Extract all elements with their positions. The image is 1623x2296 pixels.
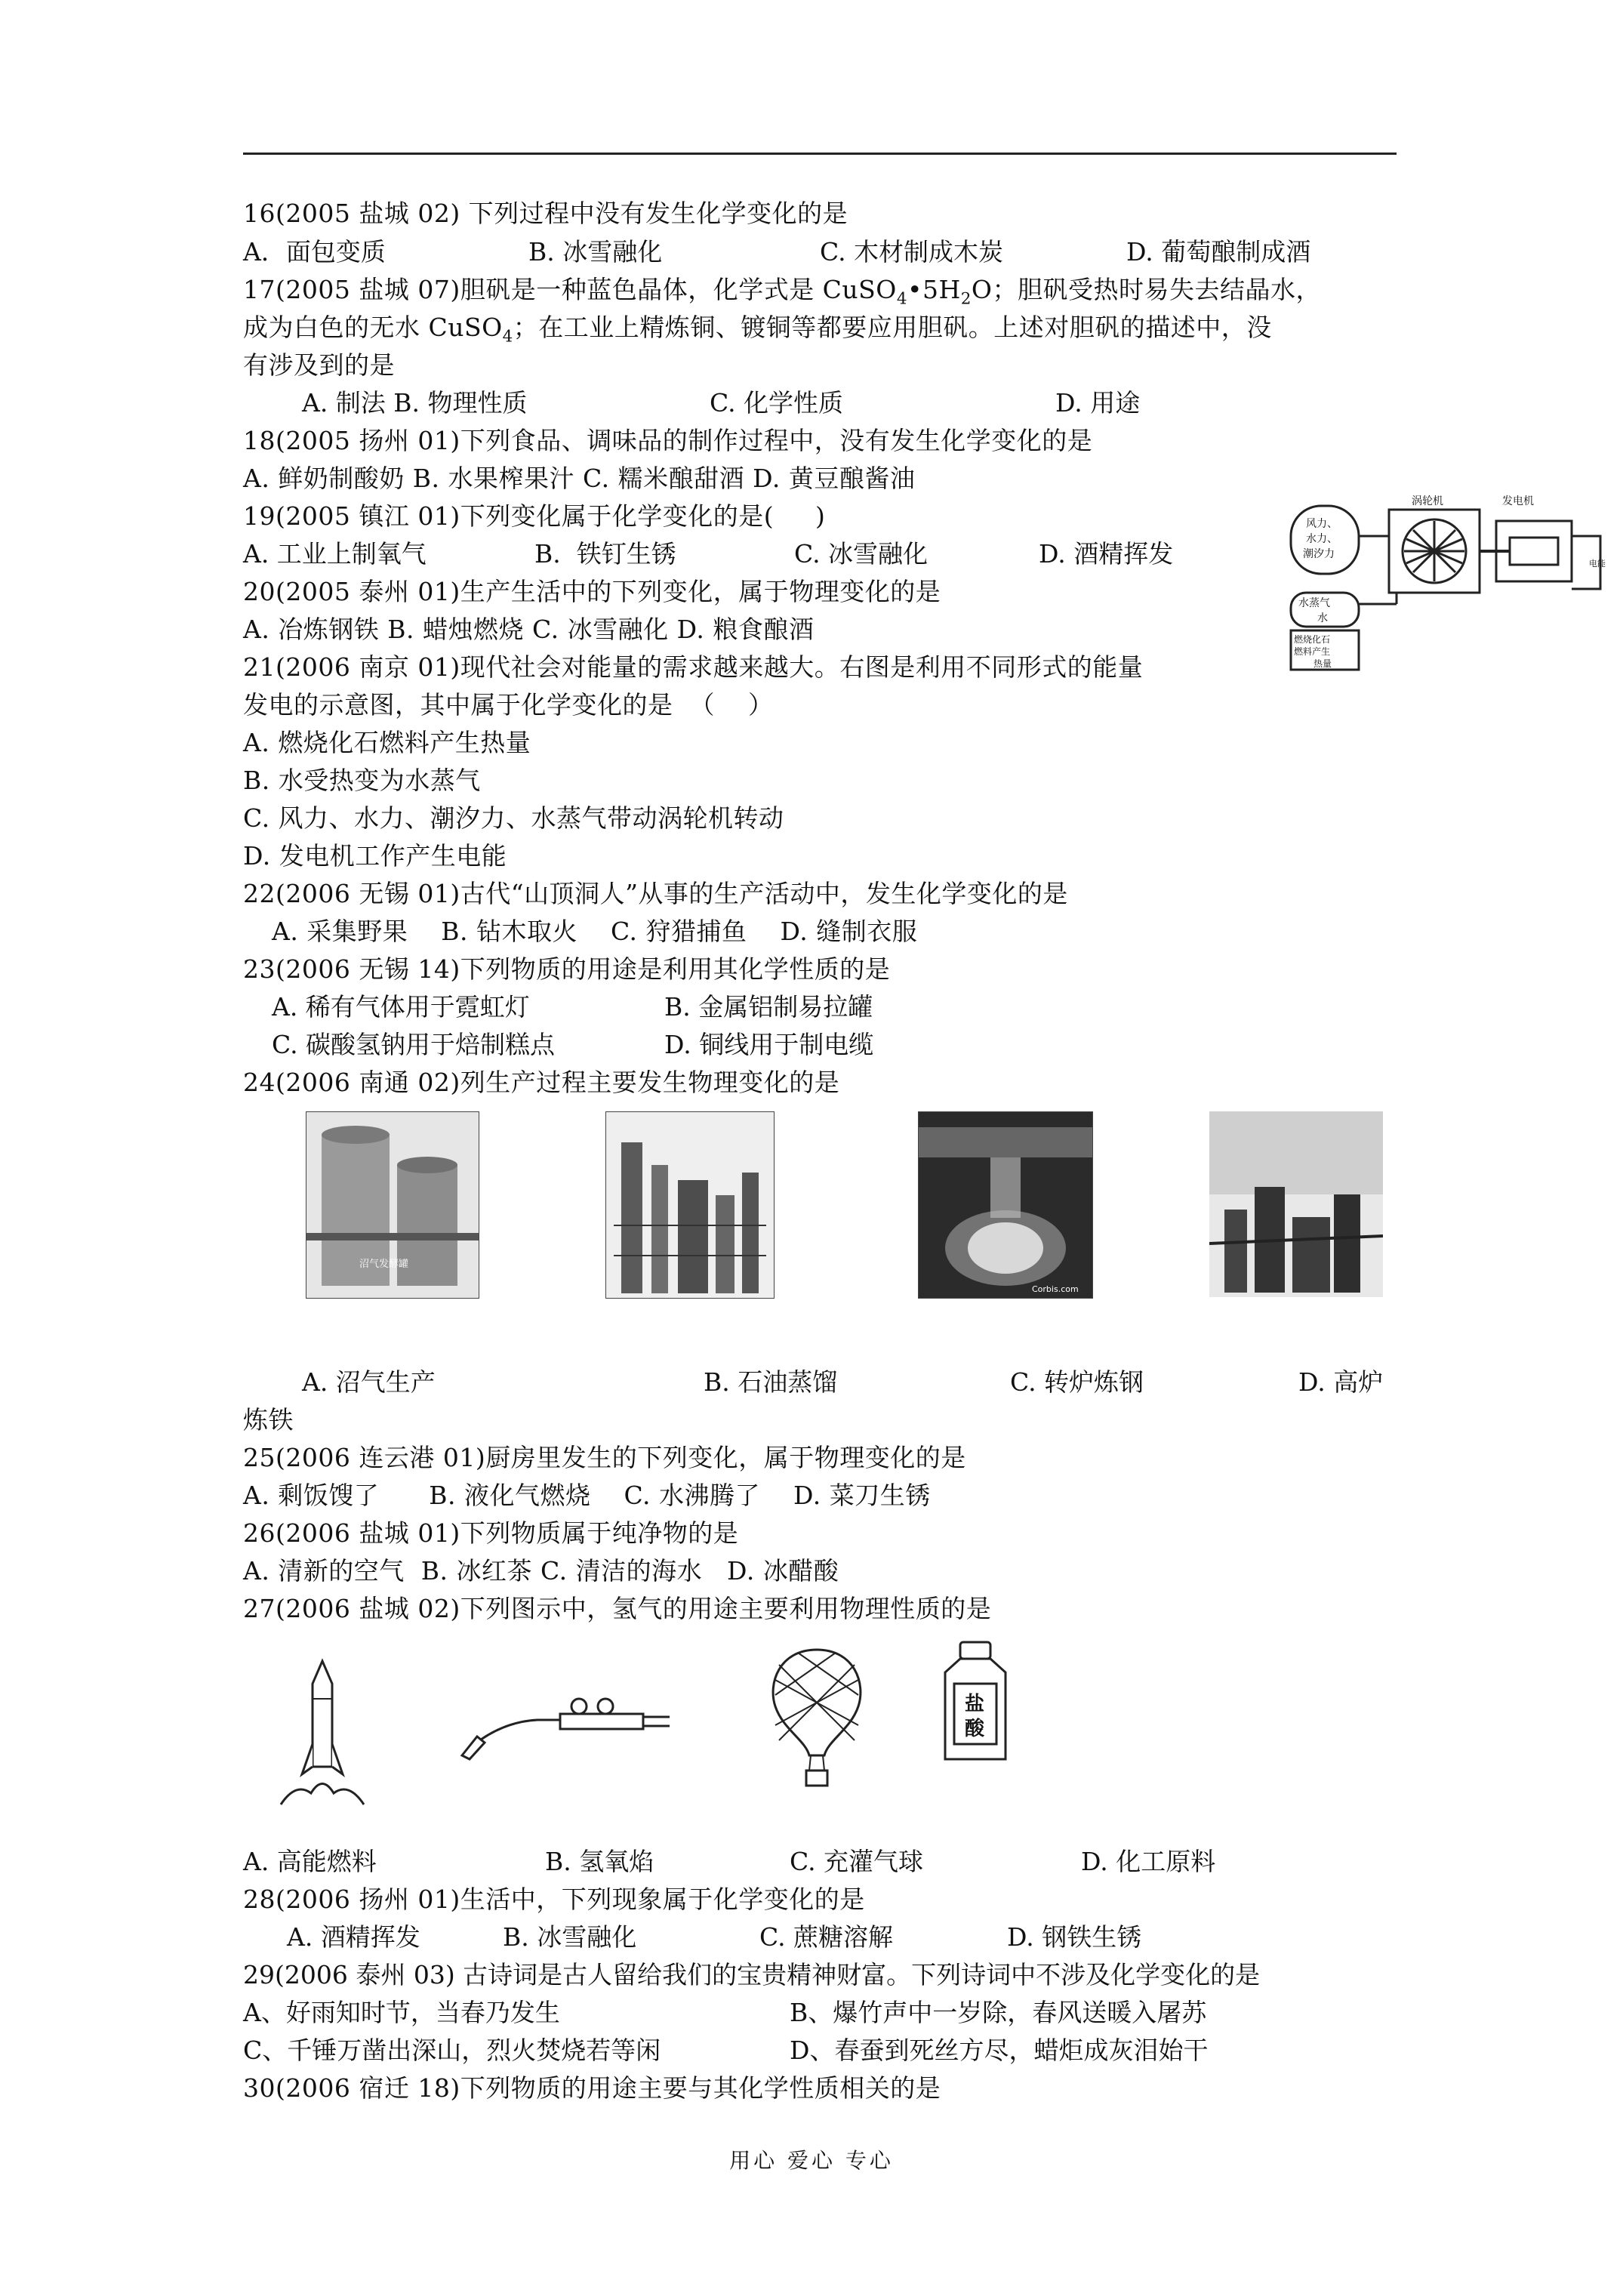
q25-options: A. 剩饭馊了 B. 液化气燃烧 C. 水沸腾了 D. 菜刀生锈 [243,1481,931,1510]
q20-options: A. 冶炼钢铁 B. 蜡烛燃烧 C. 冰雪融化 D. 粮食酿酒 [243,615,815,644]
steam-label: 水蒸气 [1298,597,1330,609]
q29-option-b: B、爆竹声中一岁除，春风送暖入屠苏 [790,1998,1207,2027]
q23-option-c: C. 碳酸氢钠用于焙制糕点 [272,1030,556,1059]
photo-oil-refinery [605,1111,775,1299]
q23-option-b: B. 金属铝制易拉罐 [664,992,873,1022]
oxyhydrogen-torch-icon [454,1684,673,1767]
q25-stem: 25(2006 连云港 01)厨房里发生的下列变化，属于物理变化的是 [243,1443,966,1472]
q16-option-b: B. 冰雪融化 [528,237,663,267]
q21-option-b: B. 水受热变为水蒸气 [243,766,481,795]
hot-air-balloon-icon [764,1642,870,1789]
q17-stem-line3: 有涉及到的是 [243,350,395,380]
q17-stem-line1: 17(2005 盐城 07)胆矾是一种蓝色晶体，化学式是 $CuSO_4•5H_2O$；胆矾受热时易失去结晶水， [243,275,1321,309]
wind-label-1: 风力、 [1306,518,1338,530]
q18-options: A. 鲜奶制酸奶 B. 水果榨果汁 C. 糯米酿甜酒 D. 黄豆酿酱油 [243,464,916,493]
q20-stem: 20(2005 泰州 01)生产生活中的下列变化，属于物理变化的是 [243,577,941,606]
q17-option-c: C. 化学性质 [710,388,844,418]
fuel-label-2: 燃料产生 [1294,646,1331,657]
q17-stem-line2: 成为白色的无水 CuSO$_4$；在工业上精炼铜、镀铜等都要应用胆矾。上述对胆矾的描述中，没 [243,313,1272,347]
q16-stem: 16(2005 盐城 02) 下列过程中没有发生化学变化的是 [243,199,848,228]
q21-option-a: A. 燃烧化石燃料产生热量 [243,728,531,757]
q24-option-c: C. 转炉炼钢 [1010,1367,1144,1397]
q16-option-a: A．面包变质 [243,237,386,267]
q29-option-a: A、好雨知时节，当春乃发生 [243,1998,560,2027]
q17-option-ab: A. 制法 B. 物理性质 [302,388,528,418]
water-label: 水 [1317,612,1328,624]
q27-stem: 27(2006 盐城 02)下列图示中，氢气的用途主要利用物理性质的是 [243,1594,992,1623]
biogas-tanks-image [306,1112,479,1298]
q23-option-a: A. 稀有气体用于霓虹灯 [272,992,530,1022]
hydrochloric-acid-bottle-icon [938,1638,1013,1767]
q19-option-c: C. 冰雪融化 [794,539,929,569]
q21-stem-line1: 21(2006 南京 01)现代社会对能量的需求越来越大。右图是利用不同形式的能量 [243,652,1144,682]
q26-options: A. 清新的空气 B. 冰红茶 C. 清洁的海水 D. 冰醋酸 [243,1556,839,1586]
generator-label: 发电机 [1502,495,1534,507]
q29-option-c: C、千锤万凿出深山，烈火焚烧若等闲 [243,2036,661,2065]
q22-stem: 22(2006 无锡 01)古代“山顶洞人”从事的生产活动中，发生化学变化的是 [243,879,1068,908]
q28-option-a: A. 酒精挥发 [287,1922,420,1952]
q17-option-d: D. 用途 [1055,388,1141,418]
header-rule [243,153,1397,155]
q27-option-b: B. 氢氧焰 [545,1847,654,1876]
turbine-label: 涡轮机 [1412,495,1443,507]
q28-option-c: C. 蔗糖溶解 [759,1922,894,1952]
electric-output-label: 电能 [1589,559,1606,569]
q27-option-a: A. 高能燃料 [243,1847,377,1876]
q30-stem: 30(2006 宿迁 18)下列物质的用途主要与其化学性质相关的是 [243,2073,941,2103]
photo-c-label: Corbis.com [1032,1284,1079,1294]
q29-stem: 29(2006 泰州 03) 古诗词是古人留给我们的宝贵精神财富。下列诗词中不涉及化学变化的是 [243,1960,1261,1989]
generator-coil-icon [1510,538,1558,565]
photo-a-label: 沼气发酵罐 [359,1259,409,1270]
q18-stem: 18(2005 扬州 01)下列食品、调味品的制作过程中，没有发生化学变化的是 [243,426,1093,455]
q19-option-b: B. 铁钉生锈 [534,539,676,569]
turbine-blades-icon [1404,521,1464,581]
bottle-label-char1: 盐 [965,1693,985,1715]
q19-option-a: A. 工业上制氧气 [243,539,427,569]
q27-option-c: C. 充灌气球 [790,1847,924,1876]
q24-stem: 24(2006 南通 02)列生产过程主要发生物理变化的是 [243,1068,840,1097]
q19-stem: 19(2005 镇江 01)下列变化属于化学变化的是( ) [243,501,826,531]
q24-option-b: B. 石油蒸馏 [704,1367,838,1397]
q21-option-d: D. 发电机工作产生电能 [243,841,507,871]
q22-options: A. 采集野果 B. 钻木取火 C. 狩猎捕鱼 D. 缝制衣服 [272,917,918,946]
q21-option-c: C. 风力、水力、潮汐力、水蒸气带动涡轮机转动 [243,803,784,833]
page-footer: 用心 爱心 专心 [729,2148,894,2173]
wind-label-3: 潮汐力 [1303,548,1335,560]
q24-option-d: D. 高炉 [1298,1367,1384,1397]
q16-option-d: D. 葡萄酿制成酒 [1126,237,1311,267]
photo-converter-steel [918,1111,1093,1299]
converter-image [919,1112,1092,1298]
photo-blast-furnace [1209,1111,1383,1297]
power-generation-diagram [1283,491,1615,672]
q24-option-a: A. 沼气生产 [302,1367,436,1397]
fuel-label-1: 燃烧化石 [1294,634,1331,645]
q29-option-d: D、春蚕到死丝方尽，蜡炬成灰泪始干 [790,2036,1209,2065]
q23-option-d: D. 铜线用于制电缆 [664,1030,874,1059]
q16-option-c: C. 木材制成木炭 [820,237,1004,267]
q27-option-d: D. 化工原料 [1081,1847,1216,1876]
photo-biogas-tanks [306,1111,479,1299]
q23-stem: 23(2006 无锡 14)下列物质的用途是利用其化学性质的是 [243,954,891,984]
q19-option-d: D. 酒精挥发 [1039,539,1174,569]
q28-option-d: D. 钢铁生锈 [1007,1922,1142,1952]
blast-furnace-image [1209,1111,1383,1297]
q26-stem: 26(2006 盐城 01)下列物质属于纯净物的是 [243,1518,739,1548]
rocket-icon [266,1653,379,1812]
q28-stem: 28(2006 扬州 01)生活中，下列现象属于化学变化的是 [243,1885,865,1914]
bottle-label-char2: 酸 [965,1718,985,1740]
fuel-label-3: 热量 [1313,658,1332,669]
refinery-image [606,1112,774,1298]
q24-option-d-cont: 炼铁 [243,1405,294,1435]
q21-stem-line2: 发电的示意图，其中属于化学变化的是 （ ） [243,690,774,720]
wind-label-2: 水力、 [1306,533,1338,545]
q28-option-b: B. 冰雪融化 [503,1922,637,1952]
